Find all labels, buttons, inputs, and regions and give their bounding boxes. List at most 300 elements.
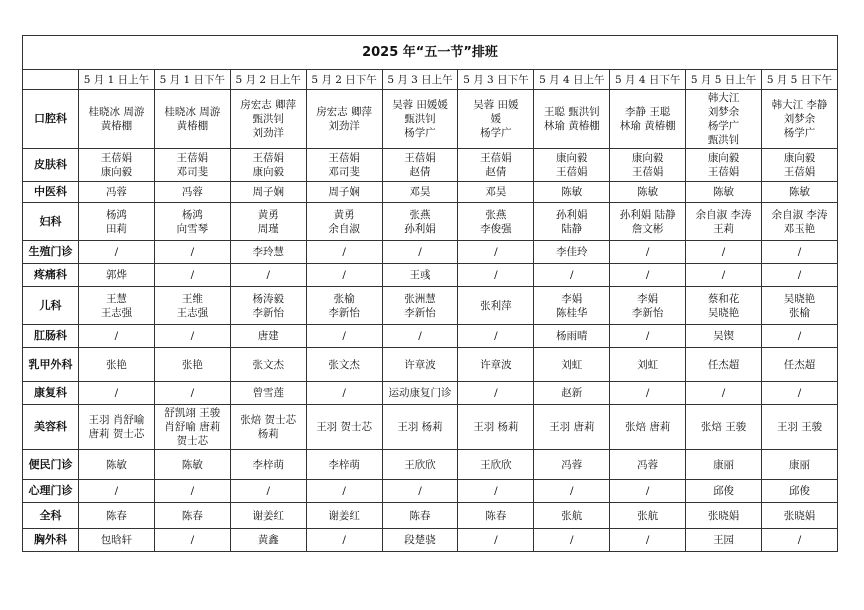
staff-names: 王蓓娟 [783,166,816,178]
duty-cell [382,325,458,348]
staff-names: 余自淑 李涛 [695,208,752,221]
duty-cell [534,325,610,348]
duty-cell [762,325,838,348]
duty-cell [534,382,610,405]
staff-names: 谢姜红 [252,509,284,522]
duty-cell [458,264,534,287]
duty-cell [154,90,230,149]
duty-cell [230,149,306,182]
staff-names: / [190,534,195,546]
department-name: 乳甲外科 [23,348,79,382]
duty-cell [762,264,838,287]
staff-names: 康向毅 [707,152,740,164]
duty-cell [382,529,458,552]
schedule-row [23,529,838,552]
staff-names: / [494,534,498,546]
duty-cell [610,203,686,241]
staff-names: 杨鸿 [181,208,203,221]
staff-names: 房宏志 卿萍 [240,99,297,111]
duty-cell [382,405,458,450]
duty-cell [458,382,534,405]
staff-names: / [797,246,802,258]
staff-names: 刘劲洋 [328,120,360,132]
schedule-row [23,503,838,529]
schedule-row [23,450,838,480]
duty-cell [230,405,306,450]
column-header: 5 月 2 日上午 [230,70,306,90]
staff-names: 邓司斐 [328,166,360,178]
duty-cell [534,90,610,149]
staff-names: 任杰超 [707,358,740,371]
duty-cell [534,529,610,552]
staff-names: 杨学广 [404,127,436,139]
staff-names: 陈敏 [637,186,659,198]
staff-names: 康丽 [713,458,735,471]
staff-names: 包晗轩 [100,534,133,546]
duty-cell [154,503,230,529]
staff-names: / [797,387,802,399]
staff-names: 王慧 [105,292,127,305]
duty-cell [306,264,382,287]
schedule-title: 2025 年“五一节”排班 [23,36,838,70]
duty-cell [458,287,534,325]
staff-names: 王欣欣 [404,458,436,471]
staff-names: 王蓓娟 [631,166,664,178]
staff-names: 邱俊 [713,485,735,497]
staff-names: 吴蓉 田媛媛 [392,99,448,111]
staff-names: 杨涛毅 [252,292,284,305]
duty-cell [79,450,155,480]
staff-names: / [645,534,650,546]
duty-cell [230,90,306,149]
duty-cell [79,382,155,405]
staff-names: / [342,246,346,258]
staff-names: 张榆 [333,292,355,305]
staff-names: 张燕 [409,208,431,221]
staff-names: 张航 [637,509,659,522]
duty-cell [382,149,458,182]
staff-names: 王羽 杨莉 [397,421,443,433]
duty-cell [686,450,762,480]
staff-names: 蔡和花 [707,292,740,305]
schedule-row [23,480,838,503]
duty-cell [306,203,382,241]
duty-cell [154,325,230,348]
duty-cell [79,480,155,503]
column-header: 5 月 5 日下午 [762,70,838,90]
duty-cell [79,287,155,325]
duty-cell [686,405,762,450]
duty-cell [306,325,382,348]
staff-names: 刘劲洋 [252,127,284,139]
staff-names: 杨雨晴 [556,330,588,342]
duty-cell [610,450,686,480]
staff-names: 王蓓娟 [176,152,209,164]
duty-cell [762,382,838,405]
duty-cell [762,529,838,552]
staff-names: 赵倩 [485,166,507,178]
schedule-body [23,90,838,552]
duty-cell [230,503,306,529]
staff-names: 黄椿棚 [176,120,209,132]
staff-names: 桂晓冰 周游 [164,106,221,118]
staff-names: 杨学广 [707,120,740,132]
staff-names: 陈敏 [181,458,203,471]
staff-names: / [494,330,498,342]
staff-names: 陈春 [105,509,127,522]
staff-names: 李新怡 [404,306,436,319]
staff-names: 李娟 [637,292,659,305]
staff-names: 陈桂华 [556,306,588,319]
duty-cell [230,241,306,264]
staff-names: 张晓娟 [783,509,816,522]
staff-names: 余自淑 [328,222,360,235]
duty-cell [686,382,762,405]
duty-cell [382,450,458,480]
duty-cell [762,480,838,503]
staff-names: / [797,330,802,342]
duty-cell [382,348,458,382]
staff-names: / [797,269,802,281]
duty-cell [534,503,610,529]
staff-names: 冯蓉 [561,458,583,471]
staff-names: 王羽 唐莉 [549,421,595,433]
duty-cell [230,182,306,203]
duty-cell [79,203,155,241]
duty-cell [79,529,155,552]
department-name: 生殖门诊 [23,241,79,264]
staff-names: / [645,387,650,399]
schedule-row [23,90,838,149]
staff-names: 田莉 [105,222,127,235]
staff-names: 李新怡 [631,306,664,319]
duty-cell [534,348,610,382]
staff-names: 许章波 [404,358,436,371]
staff-names: 孙利娟 [404,222,436,235]
staff-names: 王志强 [176,306,209,319]
duty-cell [458,405,534,450]
staff-names: 张焙 王骏 [700,421,747,433]
staff-names: 李俊强 [480,222,512,235]
duty-cell [154,287,230,325]
schedule-table [22,35,838,552]
staff-names: 邓玉艳 [783,222,816,235]
staff-names: 刘梦余 [707,106,740,118]
duty-cell [762,241,838,264]
duty-cell [534,450,610,480]
department-name: 皮肤科 [23,149,79,182]
duty-cell [686,287,762,325]
staff-names: 李佳玲 [556,246,588,258]
duty-cell [458,182,534,203]
staff-names: 康向毅 [252,166,284,178]
staff-names: / [494,485,498,497]
duty-cell [534,241,610,264]
staff-names: 林瑜 黄椿棚 [543,120,600,132]
duty-cell [154,241,230,264]
duty-cell [534,264,610,287]
staff-names: / [418,485,422,497]
duty-cell [79,149,155,182]
staff-names: 李新怡 [252,306,284,319]
duty-cell [610,182,686,203]
staff-names: / [114,387,119,399]
staff-names: 周子娴 [328,186,360,198]
staff-names: / [266,485,270,497]
staff-names: / [266,269,270,281]
schedule-row [23,405,838,450]
staff-names: / [190,387,195,399]
corner-cell [23,70,79,90]
staff-names: / [721,269,726,281]
staff-names: 黄椿棚 [100,120,133,132]
duty-cell [382,287,458,325]
duty-cell [382,264,458,287]
staff-names: 舒凯翊 王骏 [164,407,221,419]
staff-names: 陈春 [485,509,507,522]
duty-cell [382,203,458,241]
duty-cell [458,529,534,552]
duty-cell [79,264,155,287]
staff-names: 段楚骁 [404,534,436,546]
duty-cell [230,450,306,480]
department-name: 妇科 [23,203,79,241]
duty-cell [458,325,534,348]
staff-names: 吴晓艳 [707,306,740,319]
staff-names: 王蓓娟 [480,152,512,164]
duty-cell [306,90,382,149]
staff-names: 韩大江 李静 [771,99,828,111]
staff-names: 张榆 [789,306,810,319]
staff-names: 杨学广 [480,127,512,139]
column-header: 5 月 1 日上午 [79,70,155,90]
staff-names: 王彧 [409,269,431,281]
department-name: 全科 [23,503,79,529]
staff-names: / [570,534,574,546]
staff-names: 邓昊 [485,186,507,198]
duty-cell [230,382,306,405]
staff-names: 王羽 肖舒喻 [88,414,145,426]
staff-names: / [494,246,498,258]
duty-cell [534,203,610,241]
duty-cell [154,149,230,182]
duty-cell [306,450,382,480]
duty-cell [686,264,762,287]
staff-names: 王蓓娟 [404,152,436,164]
duty-cell [230,529,306,552]
staff-names: 周瑾 [257,222,279,235]
duty-cell [686,241,762,264]
staff-names: 张晓娟 [707,509,740,522]
staff-names: 王欣欣 [480,458,512,471]
staff-names: 陈敏 [105,458,127,471]
staff-names: 王蓓娟 [100,152,133,164]
department-name: 美容科 [23,405,79,450]
duty-cell [686,90,762,149]
staff-names: 媛 [490,113,502,125]
staff-names: 李静 王聪 [625,106,671,118]
column-header: 5 月 4 日下午 [610,70,686,90]
staff-names: 邓司斐 [176,166,209,178]
duty-cell [306,149,382,182]
duty-cell [610,348,686,382]
schedule-row [23,325,838,348]
staff-names: 甄洪钊 [707,134,740,146]
staff-names: 唐建 [257,330,279,342]
staff-names: 甄洪钊 [252,113,284,125]
staff-names: 张利萍 [480,299,512,312]
staff-names: 吴晓艳 [783,292,816,305]
staff-names: 王蓓娟 [707,166,740,178]
staff-names: 孙利娟 陆静 [619,208,676,221]
staff-names: 康丽 [789,458,810,471]
staff-names: 王蓓娟 [252,152,284,164]
duty-cell [686,182,762,203]
duty-cell [79,325,155,348]
staff-names: 向雪琴 [176,222,209,235]
schedule-row [23,287,838,325]
duty-cell [762,450,838,480]
staff-names: 刘虹 [561,358,583,371]
staff-names: 桂晓冰 周游 [88,106,145,118]
duty-cell [686,348,762,382]
staff-names: 陈敏 [561,186,583,198]
staff-names: 陈春 [409,509,431,522]
duty-cell [610,382,686,405]
column-header: 5 月 5 日上午 [686,70,762,90]
duty-cell [534,149,610,182]
staff-names: 冯蓉 [105,186,127,198]
staff-names: 王志强 [100,306,133,319]
duty-cell [306,182,382,203]
duty-cell [610,90,686,149]
duty-cell [762,503,838,529]
schedule-row [23,264,838,287]
duty-cell [458,203,534,241]
staff-names: 王羽 杨莉 [473,421,519,433]
staff-names: 黄勇 [333,208,355,221]
duty-cell [534,405,610,450]
header-row [23,70,838,90]
duty-cell [230,480,306,503]
schedule-row [23,241,838,264]
staff-names: / [342,534,346,546]
schedule-row [23,149,838,182]
duty-cell [762,90,838,149]
duty-cell [230,287,306,325]
staff-names: / [494,387,498,399]
duty-cell [79,241,155,264]
duty-cell [458,480,534,503]
duty-cell [534,287,610,325]
staff-names: / [418,246,422,258]
duty-cell [79,182,155,203]
staff-names: 张焙 唐莉 [625,421,671,433]
title-row [23,36,838,70]
staff-names: / [645,485,650,497]
staff-names: / [570,269,574,281]
duty-cell [230,264,306,287]
staff-names: 运动康复门诊 [388,387,452,399]
duty-cell [382,382,458,405]
duty-cell [458,450,534,480]
duty-cell [230,325,306,348]
staff-names: 张燕 [485,208,507,221]
department-name: 疼痛科 [23,264,79,287]
staff-names: 张艳 [181,358,203,371]
staff-names: 杨鸿 [105,208,127,221]
duty-cell [382,182,458,203]
duty-cell [230,203,306,241]
staff-names: 房宏志 卿萍 [316,106,373,118]
duty-cell [686,325,762,348]
duty-cell [230,348,306,382]
duty-cell [458,348,534,382]
staff-names: 陈春 [181,509,203,522]
duty-cell [458,503,534,529]
schedule-row [23,382,838,405]
staff-names: 康向毅 [100,166,133,178]
staff-names: 张洲慧 [404,292,436,305]
staff-names: 赵新 [561,387,583,399]
duty-cell [154,529,230,552]
staff-names: 王维 [181,292,203,305]
duty-cell [306,529,382,552]
staff-names: / [342,485,346,497]
duty-cell [306,348,382,382]
staff-names: 吴锲 [713,330,735,342]
staff-names: 赵倩 [409,166,431,178]
staff-names: 冯蓉 [637,458,659,471]
duty-cell [610,529,686,552]
department-name: 康复科 [23,382,79,405]
staff-names: 康向毅 [556,152,588,164]
staff-names: 余自淑 李涛 [771,208,828,221]
staff-names: 李新怡 [328,306,360,319]
staff-names: / [190,330,195,342]
duty-cell [79,405,155,450]
staff-names: 周子娴 [252,186,284,198]
staff-names: 陆静 [561,222,583,235]
duty-cell [686,149,762,182]
duty-cell [534,182,610,203]
duty-cell [610,264,686,287]
staff-names: / [114,246,119,258]
staff-names: 林瑜 黄椿棚 [619,120,676,132]
duty-cell [154,182,230,203]
duty-cell [306,382,382,405]
staff-names: 黄勇 [257,208,279,221]
staff-names: / [190,246,195,258]
staff-names: 贺士芯 [176,435,209,447]
staff-names: 陈敏 [713,186,735,198]
schedule-row [23,203,838,241]
column-header: 5 月 4 日上午 [534,70,610,90]
duty-cell [154,203,230,241]
staff-names: 肖舒喻 唐莉 [164,421,221,433]
staff-names: 王莉 [713,222,735,235]
duty-cell [458,149,534,182]
staff-names: / [342,387,346,399]
staff-names: 韩大江 [707,92,740,104]
department-name: 中医科 [23,182,79,203]
staff-names: 黄鑫 [257,534,279,546]
staff-names: 詹文彬 [631,222,664,235]
staff-names: / [645,246,650,258]
column-header: 5 月 1 日下午 [154,70,230,90]
staff-names: 张艳 [105,358,127,371]
duty-cell [610,503,686,529]
